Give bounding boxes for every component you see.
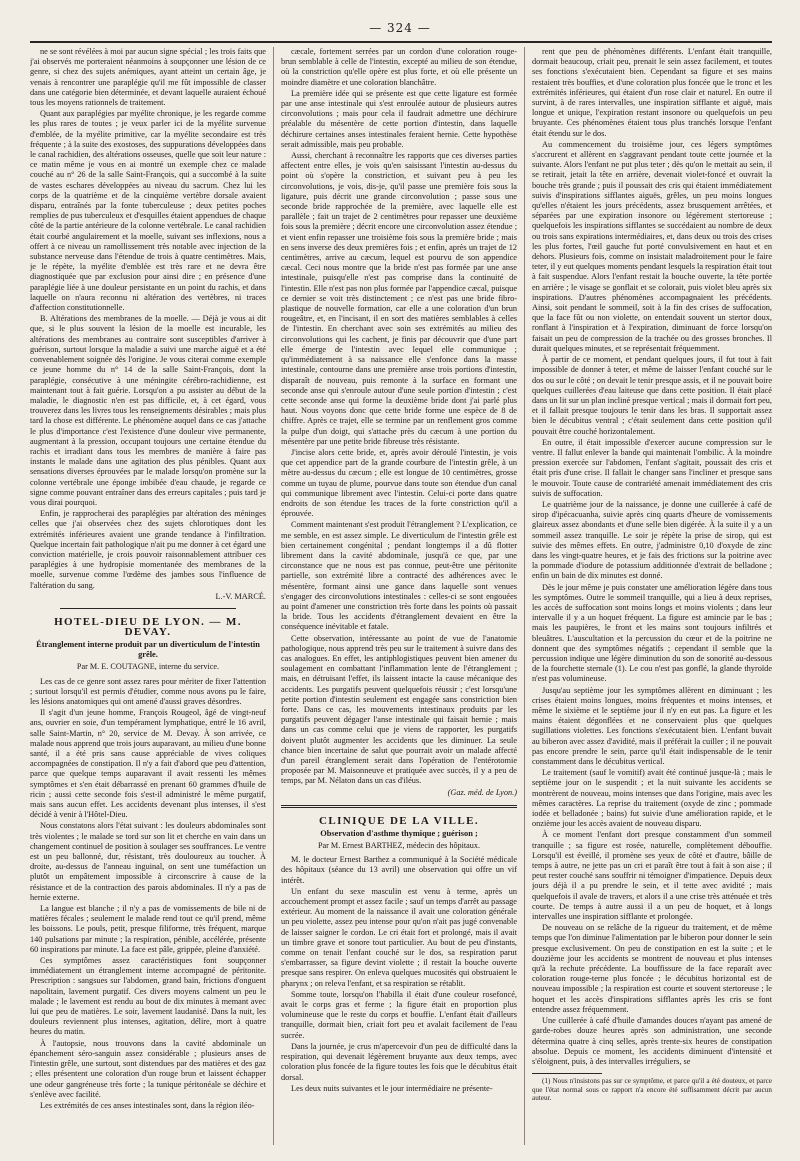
section-title: CLINIQUE DE LA VILLE. — [318, 814, 479, 827]
paragraph: Un enfant du sexe masculin est venu à terme, après un accouchement prompt et assez facile ; sauf un temps d'arrêt au passage extérieur. Au moment de la naissance il avait une coloration générale un peu violette, assez peu intense pour qu'on n'ait pas jugé convenable de laisser saigner le cordon. Le cri était fort et prolongé, mais il avait un timbre grave et sonore tout particulier. Au bout de peu d'instants, comme on tenait l'enfant couché sur le dos, sa respiration parut s'embarrasser, sa figure devint violette ; il restait la bouche ouverte presque sans respirer. On enleva quelques mucosités qui obstruaient le pharynx ; on releva l'enfant, et sa respiration se rétablit. — [281, 886, 517, 988]
footnote-rule — [532, 1073, 602, 1074]
paragraph: Somme toute, lorsqu'on l'habilla il était d'une couleur rosefoncé, avait le corps gras et ferme ; la figure était en proportion plus volumineuse que le reste du corps et bouffie. L'enfant était d'ailleurs tranquille, dormait bien, criait fort peu et avalait facilement de l'eau sucrée. — [281, 989, 517, 1040]
paragraph: En outre, il était impossible d'exercer aucune compression sur le ventre. Il fallut enlever la bande qui maintenait l'ombilic. À la moindre pression exercée sur l'abdomen, l'enfant s'agitait, poussait des cris et était pris d'une crise. Il fallait le changer sans l'incliner et presque sans le mouvoir. Toute cause de contrariété amenait immédiatement des cris suivis de suffocation. — [532, 437, 772, 498]
paragraph: Le quatrième jour de la naissance, je donne une cuillerée à café de sirop d'ipécacuanha, suivie après cinq quarts d'heure de vomissements glaireux assez abondants et d'une selle bien digérée. À la suite il y a un sommeil assez tranquille. Le soir je répète la prise de sirop, qui est suivie des mêmes effets. En outre, j'administre 0,10 d'oxyde de zinc dans les vingt-quatre heures, et je fais des frictions sur la poitrine avec la pommade d'iodure de potassium additionnée d'extrait de belladone ; enfin un bain de dix minutes est donné. — [532, 499, 772, 581]
article-author: Par M. Ernest BARTHEZ, médecin des hôpitaux. — [317, 841, 481, 851]
paragraph: À ce moment l'enfant dort presque constamment d'un sommeil tranquille ; sa figure est rosée, naturelle, complètement débouffie. Lorsqu'il est éveillé, il promène ses yeux de côté et d'autre, bâille de temps à autre, ne jette pas un cri et paraît être tout à fait à son aise ; il peut rester couché sans souffrir ni témoigner d'impatience. Depuis deux jours déjà il a pu prendre le sein, et il tette avec avidité ; mais quelquefois il avale de travers, et alors il a une crise très atténuée et très courte. De temps à autre aussi il a un peu de hoquet, et à longs intervalles une inspiration sifflante et prolongée. — [532, 830, 772, 922]
paragraph: Nous constatons alors l'état suivant : les douleurs abdominales sont très violentes ; le malade se tord sur son lit et cherche en vain dans un changement continuel de position à soulager ses souffrances. Le ventre est un peu ballonné, dur, résistant, très douloureux au toucher. À droite, au-dessus de l'anneau inguinal, on sent une tuméfaction un plutôt un empâtement impossible à circonscrire à cause de la résistance et de la contraction des parois abdominales. Il n'y a pas de hernie externe. — [30, 821, 266, 902]
paragraph: Cette observation, intéressante au point de vue de l'anatomie pathologique, nous apprend très peu sur le traitement à suivre dans des cas analogues. En effet, les antiphlogistiques peuvent bien amener du soulagement en combattant l'inflammation lente de l'étranglement ; mais, en détruisant l'effet, ils laissent intacte la cause mécanique des accidents. Les purgatifs peuvent quelquefois réussir ; c'est lorsqu'une petite portion d'intestin seulement est engagée sans constriction bien forte. Dans ce cas, les mouvements intestinaux produits par les purgatifs peuvent dégager l'anse intestinale qui faisait hernie ; mais dans un cas comme celui que je viens de rapporter, les purgatifs doivent plutôt augmenter les accidents que les diminuer. La seule chance bien incertaine de salut que pourrait avoir un malade affecté d'un pareil étranglement serait dans l'opération de l'entérotomie proposée par M. Maisonneuve et pratiquée avec succès, il y a peu de temps, par M. Nélaton dans un cas d'iléus. — [281, 633, 517, 786]
paragraph: J'incise alors cette bride, et, après avoir déroulé l'intestin, je vois que cet appendice part de la grande courbure de l'intestin grêle, à un mètre au-dessus du cæcum ; elle est longue de 10 centimètres, grosse comme un tuyau de plume, pourvue dans toute son étendue d'un canal qui communique librement avec l'intestin. Celui-ci porte dans quatre endroits de son étendue les traces de la forte constriction qu'il a éprouvée. — [281, 447, 517, 519]
paragraph: Au commencement du troisième jour, ces légers symptômes s'accrurent et allèrent en s'aggravant pendant toute cette journée et la suivante. Alors l'enfant ne put plus teter ; dès qu'on le mettait au sein, il se retirait, jetait la tête en arrière, devenait violet-foncé et ouvrait la bouche très grande ; puis il poussait des cris qui étaient immédiatement suivis d'inspirations sifflantes aiguës, grêles, un peu moins longues qu'elles n'étaient les jours précédents, assez brusquement arrêtées, et séparées par une expiration insonore ou légèrement stertoreuse ; quelquefois les inspirations sifflantes se succédaient au nombre de deux ou trois sans expirations intermédiaires, et, dans deux ou trois des crises les plus fortes, l'œil gauche fut porté convulsivement en haut et en dehors. Plusieurs fois, comme on insistait maladroitement pour le faire teter, il y eut quelques moments pendant lesquels la respiration était tout à fait suspendue. Alors l'enfant restait la bouche ouverte, la tête portée en arrière ; le visage se gonflait et se colorait, puis violet bleu après six inspirations. D'autres phénomènes accompagnaient les précédents. Ainsi, soit pendant le sommeil, soit à la fin des crises de suffocation, que la face fût ou non violette, on entendait souvent un stertor doux, ronflant à l'inspiration et à l'expiration, diminuant de force lorsqu'on faisait un peu de compression de la trachée ou des grosses bronches. Il durait quelques minutes, et se représentait fréquemment. — [532, 139, 772, 353]
paragraph: ne se sont révélées à moi par aucun signe spécial ; les trois faits que j'ai observés me porteraient néanmoins à soupçonner une lésion de ce genre, si chez des sujets anémiques, ayant atteint un certain âge, je venais à rencontrer une paraplégie qu'il me fût impossible de classer dans une catégorie bien déterminée, et devant laquelle auraient échoué tous les moyens rationnels de traitement. — [30, 47, 266, 108]
article-subhead: Étranglement interne produit par un diverticulum de l'intestin grêle. — [36, 640, 260, 660]
section-title: HOTEL-DIEU DE LYON. — M. DEVAY. — [54, 615, 242, 639]
paragraph: De nouveau on se relâche de la rigueur du traitement, et de même temps que l'on diminue l'alimentation par le biberon pour donner le sein presque exclusivement. On peu de constipation en est la suite ; et le douzième jour les accidents se montrent de nouveau et plus intenses qu'à la rechute précédente. La bouffissure de la face reparaît avec coloration rouge-terne plus foncée ; le décubitus horizontal est de nouveau impossible ; la respiration est courte et souvent stertoreuse ; le hoquet et les accès d'inspirations sifflantes après les cris se font entendre assez fréquemment. — [532, 923, 772, 1014]
paragraph: Dans la journée, je crus m'apercevoir d'un peu de difficulté dans la respiration, qui devenait légèrement bruyante aux deux temps, avec coloration plus foncée de la figure toutes les fois que le décubitus était dorsal. — [281, 1041, 517, 1082]
paragraph: Les extrémités de ces anses intestinales sont, dans la région iléo- — [40, 1100, 255, 1110]
paragraph: Jusqu'au septième jour les symptômes allèrent en diminuant ; les crises étaient moins longues, moins fréquentes et moins intenses, et même le sixième et le septième jour il n'y en eut pas. La figure et les mains étaient dégonflées et ne conservaient plus que quelques sugillations violettes. Les fonctions s'exécutaient bien. L'enfant buvait au biberon avec assez d'avidité, mais il préférait la cuiller ; il ne pouvait pas encore prendre le sein, parce qu'il était indispensable de le tenir constamment dans le décubitus vertical. — [532, 685, 772, 767]
paragraph: Les deux nuits suivantes et le jour intermédiaire ne présente- — [291, 1083, 493, 1093]
paragraph: B. Altérations des membranes de la moelle. — Déjà je vous ai dit que, si le plus souvent la lésion de la moelle est incurable, les altérations des membranes au contraire sont susceptibles d'arriver à guérison, surtout lorsque la maladie a suivi une marche aiguë et a été convenablement soignée dès l'origine. Je vous citerai comme exemple ce jeune homme du n° 14 de la salle Saint-François, dont la paraplégie, consécutive à une méningite cérébro-rachidienne, est maintenant tout à fait guérie. Lorsqu'on a pu assister au début de la maladie, le diagnostic n'en est pas difficile, et, à cet égard, vous trouverez dans les livres tous les renseignements désirables ; mais plus tard la chose est différente. Le phénomène auquel dans ce cas j'attache le plus d'importance c'est l'existence d'une douleur vive permanente, augmentant à la pression, occupant toujours une certaine étendue du rachis et irradiant dans tous les membres de manière à faire pas instants le malade dans une agitation des plus pénibles. Quant aux sensations diverses éprouvées par le malade lorsqu'on promène sur la colonne vertébrale une éponge imbibée d'eau chaude, je regarde ce signe comme pouvant entraîner dans des erreurs capitales ; puis tard je vous dirai pourquoi. — [30, 314, 266, 507]
paragraph: Comment maintenant s'est produit l'étranglement ? L'explication, ce me semble, en est assez simple. Le diverticulum de l'intestin grêle est bien certainement congénital ; pendant longtemps il a dû flotter librement dans la cavité abdominale, jusqu'à ce que, par une circonstance que ne nous est pas connue, peut-être une péritonite partielle, son extrémité libre a contracté des adhérences avec le mésentère, formant ainsi une gance dans laquelle sont venues s'engager des circonvolutions intestinales : celles-ci se sont engouées au point d'amener une constriction très forte dans les points où passait la bride. Tous les accidents d'étranglement devaient en être la conséquence inévitable et fatale. — [281, 520, 517, 632]
section-rule — [281, 805, 517, 808]
section-rule — [60, 608, 236, 609]
column-1 — [30, 47, 266, 1147]
paragraph: cæcale, fortement serrées par un cordon d'une coloration rouge-brun semblable à celle de l'intestin, excepté au milieu de son étendue, où la constriction qu'elle opère est plus forte, et où elle présente un moindre diamètre et une coloration blanchâtre. — [281, 47, 517, 87]
paragraph: À partir de ce moment, et pendant quelques jours, il fut tout à fait impossible de donner à teter, et même de laisser l'enfant couché sur le dos ou sur le côté ; on devait le tenir presque assis, et il ne pouvait boire quelques cuillerées d'eau laiteuse que dans cette position. Il était placé dans un lit sur un plan incliné presque vertical ; mais il dormait fort peu, et il fallait presque toujours le tenir dans les bras. Il supportait assez bien le décubitus ventral ; c'était seulement dans cette position qu'il pouvait être couché horizontalement. — [532, 355, 772, 436]
footnote: (1) Nous n'insistons pas sur ce symptôme, et parce qu'il a été douteux, et parce que l'état normal sous ce rapport n'a encore été suffisamment décrit par aucun auteur. — [532, 1077, 772, 1103]
paragraph: À l'autopsie, nous trouvons dans la cavité abdominale un épanchement séro-sanguin assez considérable ; plusieurs anses de l'intestin grêle, une surtout, sont distendues par des matières et des gaz ; elles présentent une coloration d'un rouge brun et laissent échapper une odeur gangréneuse très forte ; la tunique péritonéale se déchire et s'enlève avec facilité. — [30, 1038, 266, 1099]
column-2 — [281, 47, 517, 1147]
article-author: Par M. E. COUTAGNE, interne du service. — [76, 662, 220, 672]
paragraph: Enfin, je rapprocherai des paraplégies par altération des méninges celles que j'ai observées chez des sujets chlorotiques dont les extrémités inférieures avaient une grande tendance à l'infiltration. Quelque incertain fait pathologique n'ait pu me donner à cet égard une conviction matérielle, je crois pouvoir raisonnablement attribuer ces paraplégies à une hydropisie momentanée des membranes de la moelle, survenue comme l'œdème des jambes sous l'influence de l'altération du sang. — [30, 509, 266, 590]
source-attribution: (Gaz. méd. de Lyon.) — [447, 787, 517, 797]
column-divider — [524, 47, 525, 1145]
page-number: — 324 — — [369, 21, 431, 35]
top-rule — [30, 41, 772, 43]
column-divider — [273, 47, 274, 1145]
paragraph: La langue est blanche ; il n'y a pas de vomissements de bile ni de matières fécales ; seulement le malade rend tout ce qu'il prend, même les boissons. Le pouls, petit, presque filiforme, très fréquent, marque 140 pulsations par minute ; la respiration, pénible, accélérée, présente 60 inspirations par minute. La face est pâle, grippée, pleine d'anxiété. — [30, 904, 266, 954]
paragraph: Quant aux paraplégies par myélite chronique, je les regarde comme les plus rares de toutes ; je veux parler ici de la myélite survenue d'emblée, de la myélite primitive, car la myélite secondaire est très fréquente ; à la suite des exostoses, des suppurations développées dans le canal rachidien, des altérations osseuses, quelle que soit leur nature : ce matin même je vous en ai montré un exemple chez ce malade couché au n° 26 de la salle Saint-François, qui a succombé à la suite de vastes eschares développées au niveau du sacrum. Chez lui les corps de la quatrième et de la cinquième vertèbre dorsale avaient disparu, entraînés par la fonte tuberculeuse ; deux petites poches remplies de pus tuberculeux et d'esquilles étaient appendues de chaque côté de la partie antérieure de la colonne vertébrale. Le canal rachidien était courbé angulairement et la moelle, suivant ses inflexions, nous a offert à ce niveau un ramollissement très notable avec injection de la substance nerveuse dans l'étendue de trois à quatre centimètres. Mais, je le répète, la myélite d'emblée est très rare et ne devra être diagnostiquée que par exclusion pour ainsi dire ; en présence d'une paraplégie liée à une douleur persistante en un point du rachis, et dans laquelle on n'aura reconnu ni altération des vertèbres, ni traces d'affection constitutionnelle. — [30, 109, 266, 313]
paragraph: Dès le jour même je puis constater une amélioration légère dans tous les symptômes. Outre le sommeil tranquille, qui a lieu à deux reprises, les accès de suffocation sont moins longs et moins violents ; dans leur intervalle il y a un hoquet fréquent. La figure est amincie par le bas ; mais les paupières, le front et les mains sont toujours infiltrés et bleuâtres. L'auscultation et la percussion du cœur et de la poitrine ne donnent que des symptômes négatifs ; cependant il semble que la percussion indique une légère diminution du son de sonorité au-dessous de la fourchette sternale (1). Le cou n'est pas gonflé, la glande thyroïde n'est pas volumineuse. — [532, 582, 772, 684]
article-subhead: Observation d'asthme thymique ; guérison ; — [320, 829, 478, 839]
paragraph: Une cuillerée à café d'huile d'amandes douces n'ayant pas amené de garde-robes douze heures après son administration, une seconde détermina quatre à cinq selles, après trente-six heures de constipation absolue. Depuis ce moment, les accidents diminuent d'intensité et s'éloignent, puis, à des intervalles irréguliers, se — [532, 1016, 772, 1066]
column-3 — [532, 47, 772, 1147]
paragraph: M. le docteur Ernest Barthez a communiqué à la Société médicale des hôpitaux (séance du 13 avril) une observation qui offre un vif intérêt. — [281, 855, 517, 885]
paragraph: Aussi, cherchant à reconnaître les rapports que ces diverses parties affectent entre elles, je vois qu'en saisissant l'intestin au-dessus du point où s'opère la constriction, et suivant peu à peu les circonvolutions, je vois, dis-je, qu'il passe une première fois sous la ligature, puis décrit une grande circonvolution ; passe sous une seconde bride rapprochée de la première, avec laquelle elle est parallèle ; fait un trajet de 2 centimètres pour repasser une deuxième fois sous la première ; décrit encore une circonvolution assez étendue ; et vient enfin repasser une troisième fois sous la première bride ; mais en sens inverse des deux premières fois ; et enfin, après un trajet de 12 centimètres, arrive au cæcum, lequel est pourvu de son appendice cæcal. Ceci nous montre que la bride n'est pas formée par une anse intestinale, puisqu'elle n'est pas comprise dans la continuité de l'intestin. Elle n'est pas non plus formée par l'appendice cæcal, puisque ce dernier se voit très distinctement ; ce n'est pas une bride fibro-plastique de nouvelle formation, car elle a une coloration d'un brun rougeâtre, et, en l'incisant, il en sort des matières semblables à celles de l'intestin. En cherchant avec soin ses extrémités au milieu des circonvolutions qui les cachent, je finis par découvrir que d'une part elle émerge de l'intestin avec lequel elle communique ; qu'immédiatement à sa naissance elle s'enfonce dans la masse intestinale, contourne dans une première anse trois portions d'intestin, disparaît de nouveau, puis remonte à la surface en formant une seconde anse qui s'enroule autour d'une seule portion d'intestin ; c'est cette seconde anse qui forme la deuxième bride dont j'ai parlé plus haut. Nous voyons donc que cette bride forme une espèce de 8 de chiffre. Après ce trajet, elle se termine par un renflement gros comme la pulpe d'un doigt, qui s'attache près du cæcum à une portion du mésentère par une petite bride fibreuse très résistante. — [281, 151, 517, 446]
paragraph: Les cas de ce genre sont assez rares pour mériter de fixer l'attention ; surtout lorsqu'il est permis d'étudier, comme nous avons pu le faire, les lésions anatomiques qui ont amené d'aussi graves désordres. — [30, 676, 266, 706]
paragraph: Il s'agit d'un jeune homme, François Rougeol, âgé de vingt-neuf ans, ouvrier en soie, d'un tempérament lymphatique, entré le 16 avril, salle Saint-Martin, n° 20, service de M. Devay. À son arrivée, ce malade nous apprend que trois jours auparavant, au milieu d'une bonne santé, il a été pris sans cause appréciable de vives coliques accompagnées de constipation. Il n'y a fait d'abord que peu d'attention, parce que quelque temps auparavant il avait ressenti les mêmes symptômes et s'en était débarrassé en prenant 60 grammes d'huile de ricin ; aussi cette seconde fois s'est-il administré le même purgatif, mais sans aucun effet. Les accidents devenant plus intenses, il s'est décidé à venir à l'Hôtel-Dieu. — [30, 708, 266, 820]
paragraph: Le traitement (sauf le vomitif) avait été continué jusque-là ; mais le septième jour on le suspendit ; et la nuit suivante les accidents se montrèrent de nouveau, moins intenses que dans l'origine, mais avec les mêmes caractères. La reprise du traitement (oxyde de zinc ; pommade iodée et belladonée ; bains) fut suivie d'une amélioration rapide, et le onzième jour les accès avaient de nouveau disparu. — [532, 768, 772, 829]
paragraph: Ces symptômes assez caractéristiques font soupçonner immédiatement un étranglement interne accompagné de péritonite. Prescription : sangsues sur l'abdomen, grand bain, frictions d'onguent napolitain, lavement purgatif. Ces divers moyens calment un peu le malade ; le lavement est rendu au bout de dix minutes à memant avec lui que peu de matières. Le soir, lavement laudanisé. Dans la nuit, les douleurs reviennent plus intenses, agitation, délire, mort à quatre heures du matin. — [30, 956, 266, 1037]
signature: L.-V. MARCÉ. — [215, 591, 266, 601]
paragraph: La première idée qui se présente est que cette ligature est formée par une anse intestinale qui s'est enroulée autour de plusieurs autres circonvolutions ; mais pour cela il faudrait admettre une déchirure préalable du mésentère de cette portion d'intestin, dans laquelle déchirure certaines anses intestinales feraient hernie. Cette hypothèse serait admissible, mais peu probable. — [281, 88, 517, 149]
paragraph: rent que peu de phénomènes différents. L'enfant était tranquille, dormait beaucoup, criait peu, prenait le sein assez facilement, et toutes ses fonctions s'exécutaient bien. Cependant sa figure et ses mains restaient très bouffies, et d'une coloration plus foncée que le tronc et les extrémités inférieures, qui étaient d'un rose clair et naturel. En outre il survint, à de rares intervalles, une inspiration sifflante et aiguë, mais longue et unique, l'expiration restant insonore ou quelquefois un peu bruyante. Ces phénomènes étaient tous plus tranchés lorsque l'enfant était étendu sur le dos. — [532, 47, 772, 138]
